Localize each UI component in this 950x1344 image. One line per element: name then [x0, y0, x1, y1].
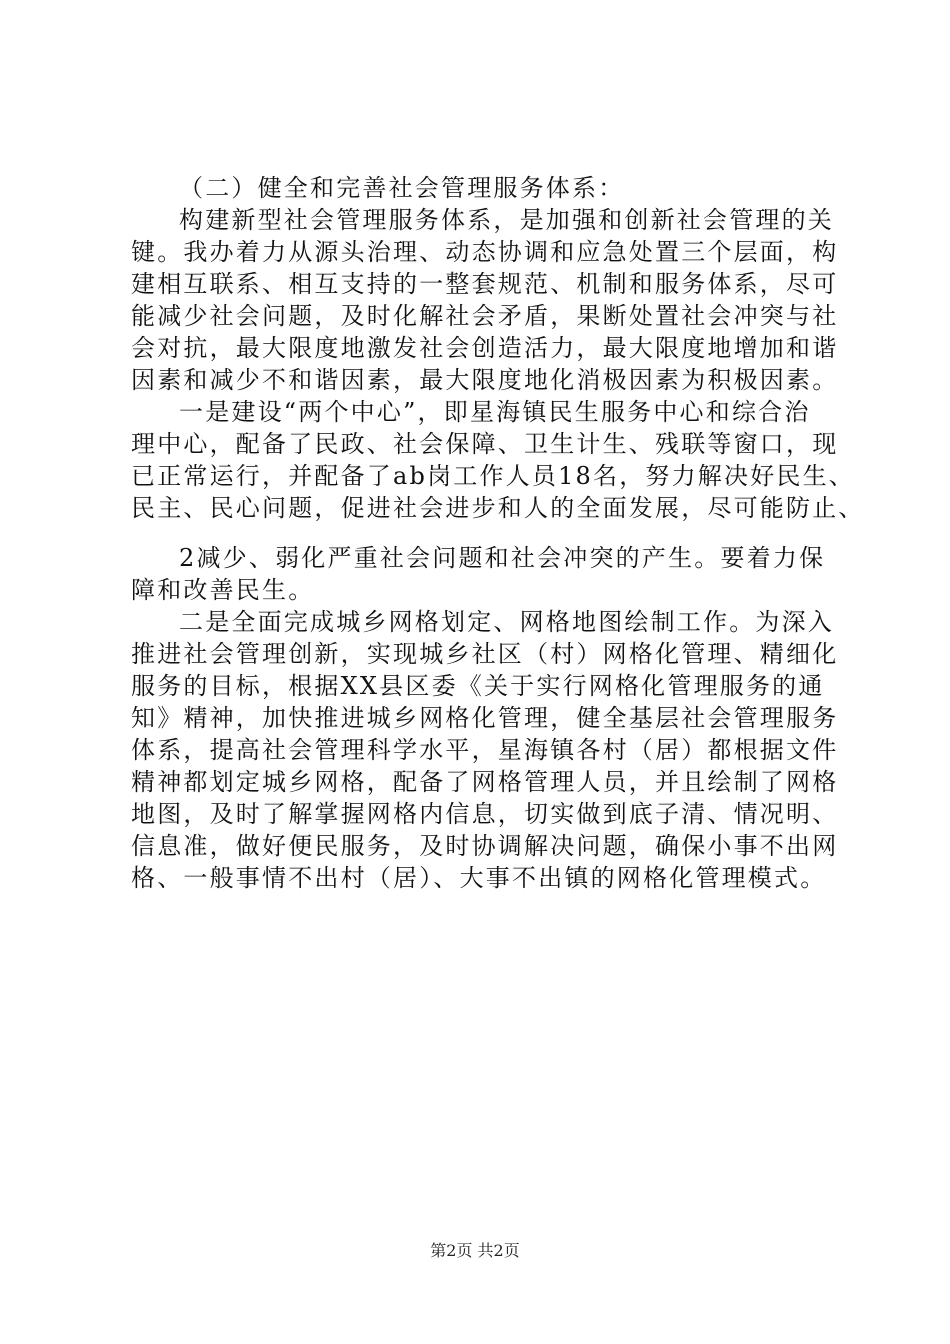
text-line: 障和改善民生。 [131, 576, 315, 604]
text-line: 推进社会管理创新，实现城乡社区（村）网格化管理、精细化 [131, 640, 839, 668]
text-line: 2减少、弱化严重社会问题和社会冲突的产生。要着力保 [179, 544, 826, 572]
text-line: 格、一般事情不出村（居）、大事不出镇的网格化管理模式。 [131, 864, 827, 892]
text-line: 地图，及时了解掌握网格内信息，切实做到底子清、情况明、 [131, 800, 839, 828]
text-line: 体系，提高社会管理科学水平，星海镇各村（居）都根据文件 [131, 736, 839, 764]
text-line: 精神都划定城乡网格，配备了网格管理人员，并且绘制了网格 [131, 768, 839, 796]
text-line: 会对抗，最大限度地激发社会创造活力，最大限度地增加和谐 [131, 334, 839, 362]
text-line: 因素和减少不和谐因素，最大限度地化消极因素为积极因素。 [131, 366, 839, 394]
text-line: 信息准，做好便民服务，及时协调解决问题，确保小事不出网 [131, 832, 839, 860]
text-line: 一是建设“两个中心”，即星海镇民生服务中心和综合治 [179, 398, 811, 426]
text-line: 构建新型社会管理服务体系，是加强和创新社会管理的关 [179, 206, 834, 234]
text-line: 知》精神，加快推进城乡网格化管理，健全基层社会管理服务 [131, 704, 839, 732]
text-line: 键。我办着力从源头治理、动态协调和应急处置三个层面，构 [131, 238, 839, 266]
text-line: 已正常运行，并配备了ab岗工作人员18名，努力解决好民生、 [131, 462, 856, 490]
text-line: 二是全面完成城乡网格划定、网格地图绘制工作。为深入 [179, 608, 834, 636]
text-line: 建相互联系、相互支持的一整套规范、机制和服务体系，尽可 [131, 270, 839, 298]
section-heading: （二）健全和完善社会管理服务体系： [179, 174, 625, 202]
text-line: 能减少社会问题，及时化解社会矛盾，果断处置社会冲突与社 [131, 302, 839, 330]
text-line: 服务的目标，根据XX县区委《关于实行网格化管理服务的通 [131, 672, 825, 700]
page-number-footer: 第2页 共2页 [430, 1241, 520, 1260]
text-line: 理中心，配备了民政、社会保障、卫生计生、残联等窗口，现 [131, 430, 839, 458]
text-line: 民主、民心问题，促进社会进步和人的全面发展，尽可能防止、 [131, 494, 865, 522]
